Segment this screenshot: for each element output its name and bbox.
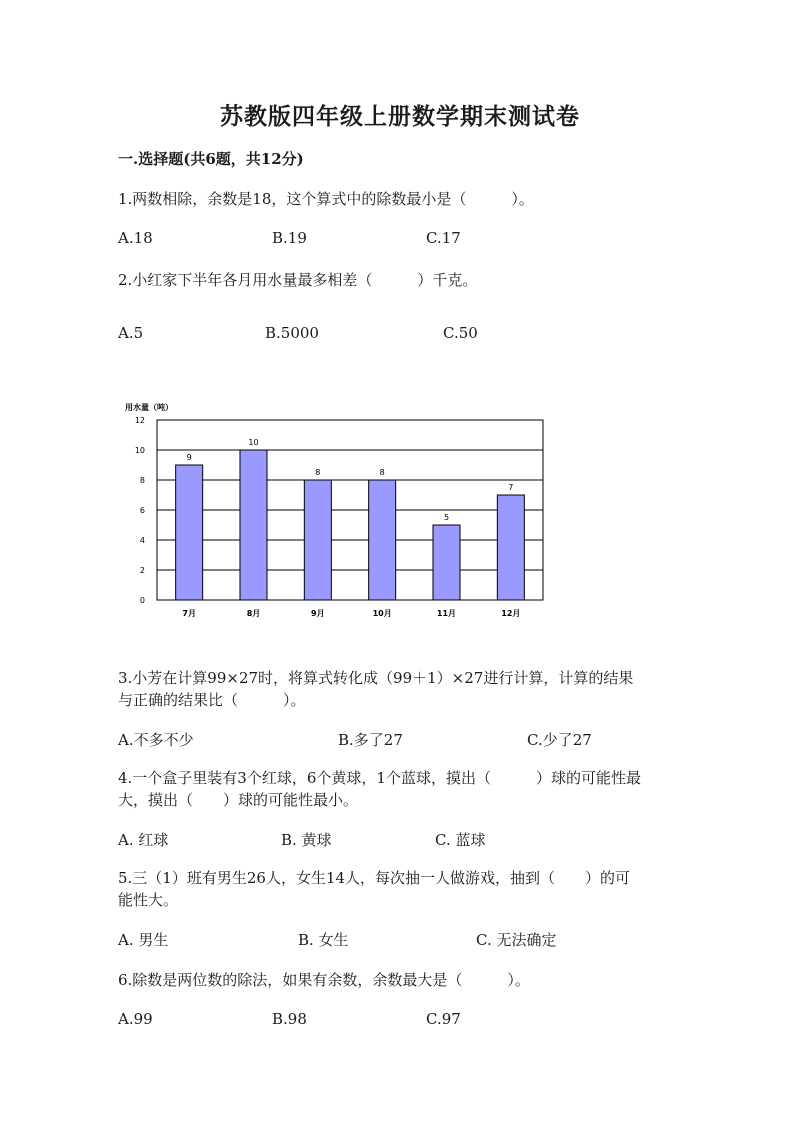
question-3-option-b: B.多了27 (338, 731, 403, 749)
question-3-option-c: C.少了27 (527, 731, 592, 749)
chart-data-label: 7 (508, 483, 514, 492)
chart-data-label: 5 (443, 513, 450, 522)
chart-x-tick-label: 9月 (311, 609, 325, 618)
chart-x-tick-label: 10月 (372, 609, 392, 618)
chart-bars (176, 450, 525, 600)
question-2-option-b: B.5000 (265, 324, 319, 342)
chart-bar (497, 495, 524, 600)
section-heading: 一.选择题(共6题，共12分) (118, 150, 304, 168)
chart-y-tick-label: 10 (134, 446, 145, 455)
chart-x-tick-label: 8月 (246, 609, 261, 618)
question-2-text: 2.小红家下半年各月用水量最多相差（ ）千克。 (118, 271, 478, 289)
question-1-text: 1.两数相除，余数是18，这个算式中的除数最小是（ ）。 (118, 190, 534, 208)
water-usage-bar-chart (115, 398, 555, 633)
chart-y-tick-label: 12 (134, 416, 145, 425)
chart-bar (240, 450, 267, 600)
chart-bar (369, 480, 396, 600)
chart-x-tick-label: 11月 (436, 609, 457, 618)
chart-data-label: 8 (379, 468, 385, 477)
chart-data-label: 10 (248, 438, 259, 447)
question-6-option-a: A.99 (118, 1010, 153, 1028)
chart-y-tick-label: 0 (139, 596, 145, 605)
question-6-text: 6.除数是两位数的除法，如果有余数，余数最大是（ ）。 (118, 971, 530, 989)
page-title: 苏教版四年级上册数学期末测试卷 (220, 103, 580, 130)
question-4-option-a: A. 红球 (118, 831, 169, 849)
question-3-option-a: A.不多不少 (118, 731, 194, 749)
question-4-text-line-2: 大，摸出（ ）球的可能性最小。 (118, 791, 359, 809)
question-3-text-line-2: 与正确的结果比（ ）。 (118, 691, 306, 709)
chart-y-tick-label: 6 (139, 506, 145, 515)
chart-y-tick-label: 2 (139, 566, 145, 575)
question-6-option-c: C.97 (426, 1010, 461, 1028)
chart-bar (176, 465, 203, 600)
chart-x-tick-label: 7月 (182, 609, 196, 618)
question-1-option-c: C.17 (426, 229, 461, 247)
chart-y-tick-label: 4 (139, 536, 145, 545)
question-5-option-c: C. 无法确定 (476, 931, 557, 949)
question-5-text-line-1: 5.三（1）班有男生26人，女生14人，每次抽一人做游戏，抽到（ ）的可 (118, 869, 631, 887)
question-2-option-c: C.50 (443, 324, 478, 342)
question-5-option-b: B. 女生 (298, 931, 349, 949)
chart-y-axis-label: 用水量（吨） (125, 403, 173, 412)
question-5-option-a: A. 男生 (118, 931, 169, 949)
chart-x-tick-label: 12月 (501, 609, 521, 618)
question-5-text-line-2: 能性大。 (118, 891, 179, 909)
chart-data-label: 8 (315, 468, 321, 477)
question-4-option-b: B. 黄球 (281, 831, 332, 849)
chart-x-ticks (182, 609, 520, 618)
chart-y-tick-label: 8 (139, 476, 145, 485)
chart-bar (433, 525, 460, 600)
chart-gridlines (157, 450, 543, 570)
question-6-option-b: B.98 (272, 1010, 307, 1028)
question-1-option-b: B.19 (272, 229, 307, 247)
question-1-option-a: A.18 (118, 229, 153, 247)
question-3-text-line-1: 3.小芳在计算99×27时，将算式转化成（99＋1）×27进行计算，计算的结果 (118, 669, 634, 687)
chart-bar (304, 480, 331, 600)
question-4-text-line-1: 4.一个盒子里装有3个红球，6个黄球，1个蓝球，摸出（ ）球的可能性最 (118, 769, 641, 787)
chart-y-ticks (135, 416, 145, 605)
question-2-option-a: A.5 (118, 324, 144, 342)
question-4-option-c: C. 蓝球 (435, 831, 486, 849)
chart-data-label: 9 (186, 453, 192, 462)
